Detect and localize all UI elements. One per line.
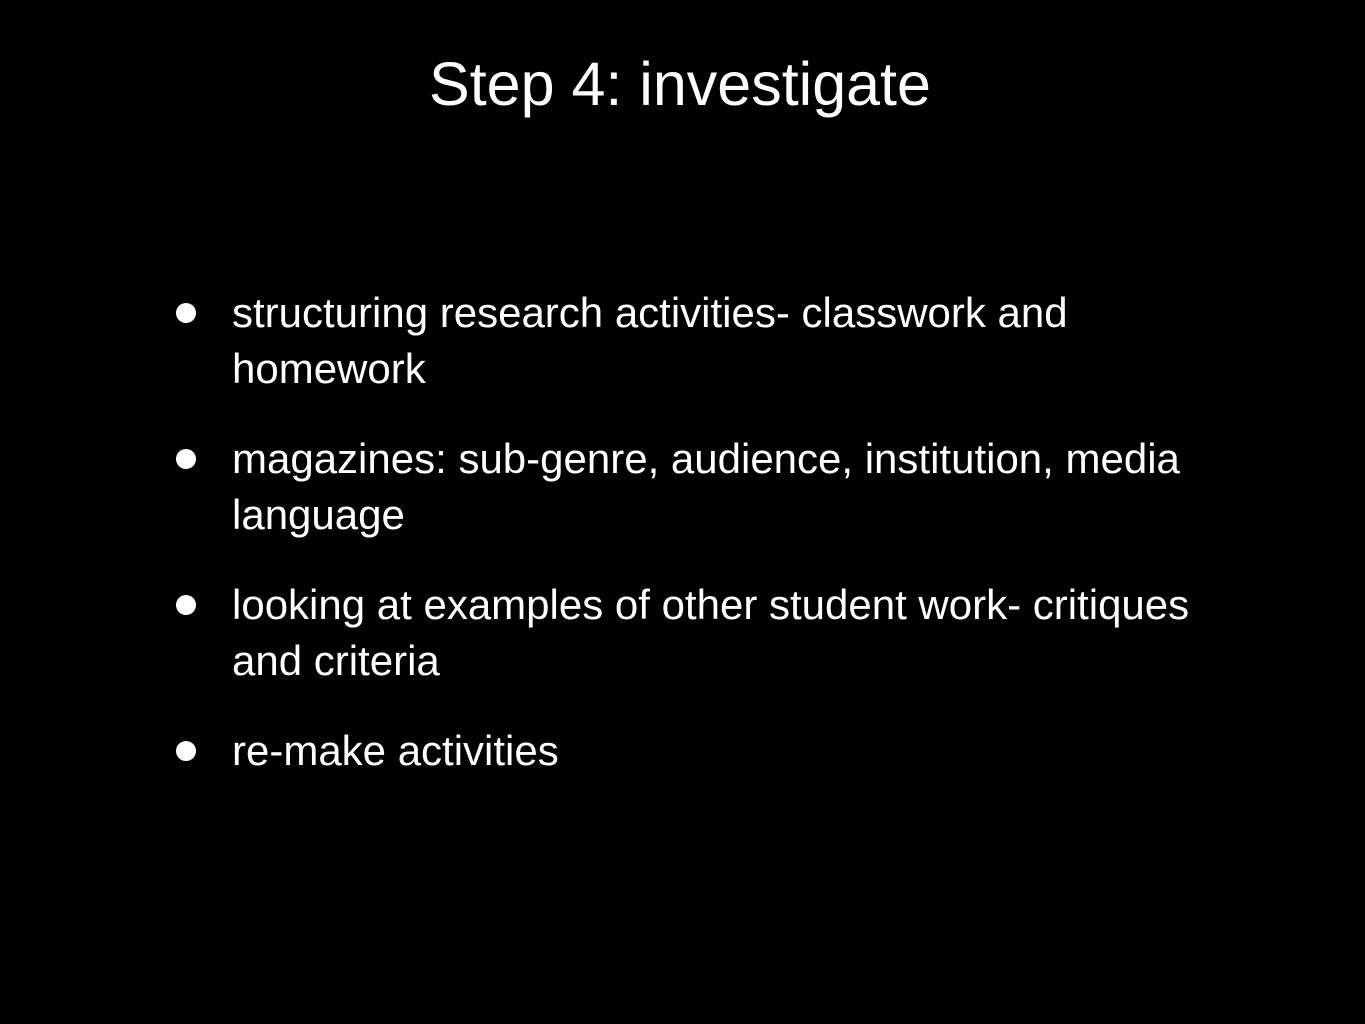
bullet-text: looking at examples of other student work- critiques and criteria bbox=[232, 581, 1190, 684]
bullet-item bbox=[170, 723, 1230, 779]
bullet-dot-icon bbox=[176, 303, 196, 323]
bullet-text: magazines: sub-genre, audience, institution, media language bbox=[232, 435, 1180, 538]
bullet-item bbox=[170, 577, 1230, 689]
bullet-item bbox=[170, 431, 1230, 543]
bullet-dot-icon bbox=[176, 741, 196, 761]
bullet-dot-icon bbox=[176, 595, 196, 615]
bullet-item bbox=[170, 285, 1230, 397]
slide-title: Step 4: investigate bbox=[429, 50, 931, 118]
bullet-dot-icon bbox=[176, 449, 196, 469]
bullet-text: re-make activities bbox=[232, 727, 559, 774]
bullet-list bbox=[170, 285, 1230, 813]
bullet-text: structuring research activities- classwork and homework bbox=[232, 289, 1068, 392]
